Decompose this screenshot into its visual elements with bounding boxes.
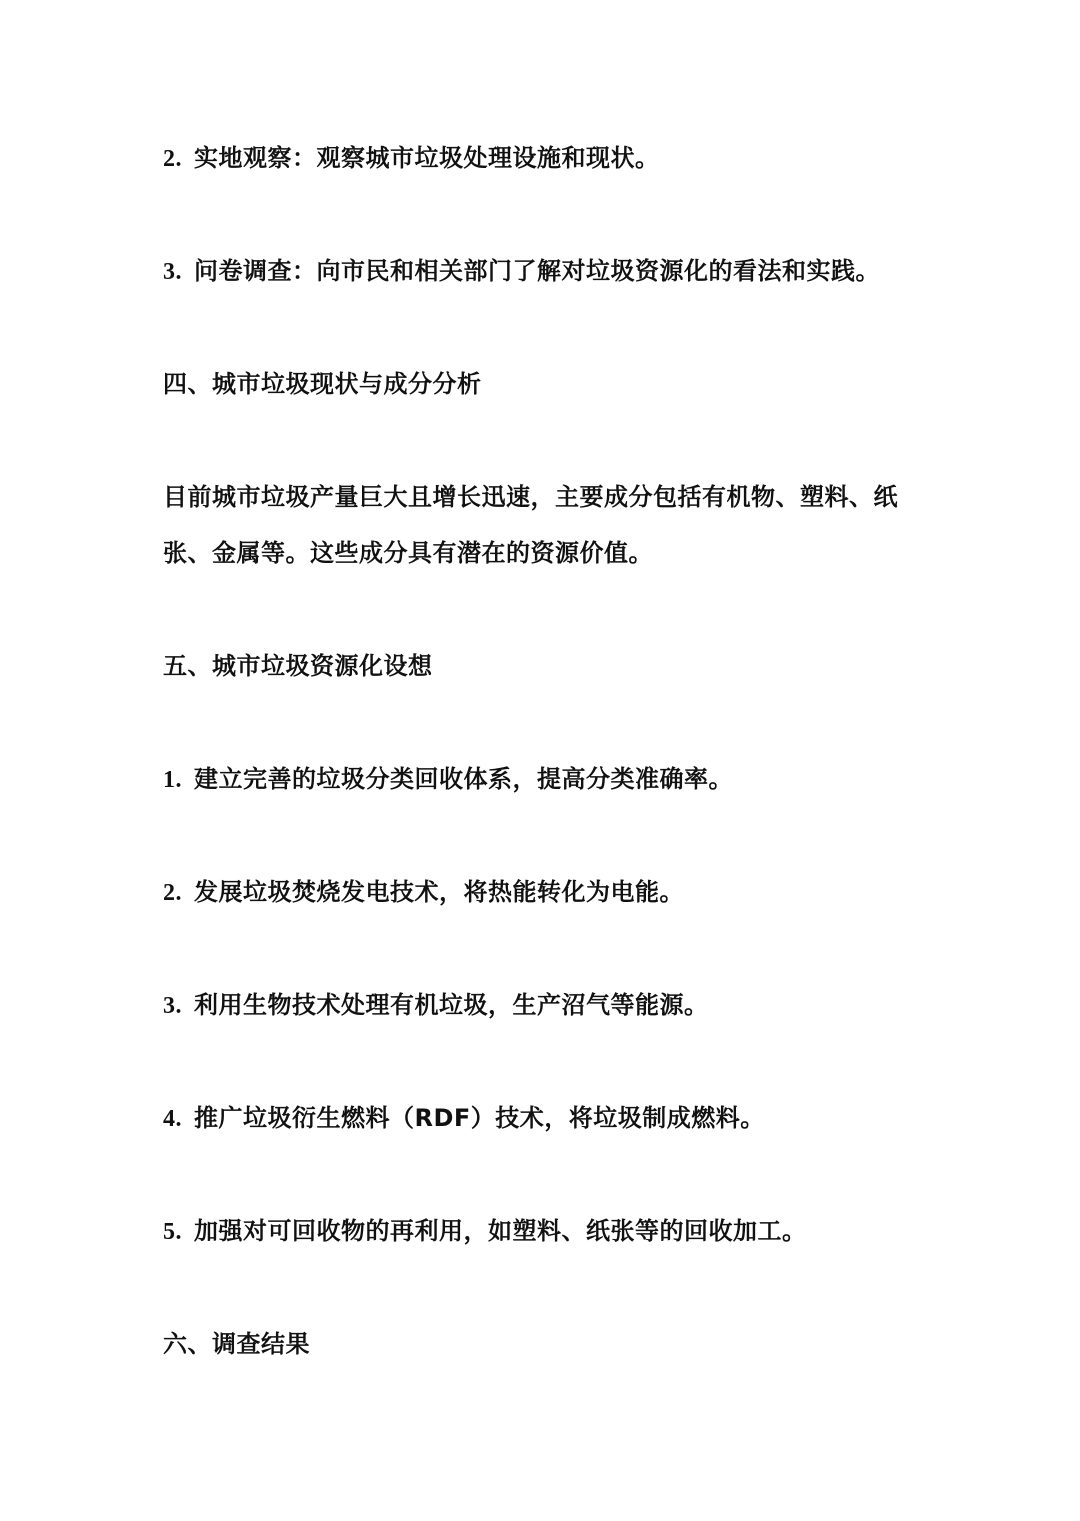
- list-item-number: 1.: [163, 767, 182, 793]
- list-item-text: 问卷调查：向市民和相关部门了解对垃圾资源化的看法和实践。: [194, 257, 880, 285]
- list-item-number: 2.: [163, 146, 182, 172]
- list-item: [163, 255, 880, 288]
- list-item: [163, 1102, 765, 1135]
- paragraph-line: 目前城市垃圾产量巨大且增长迅速，主要成分包括有机物、塑料、纸: [163, 483, 898, 511]
- section-heading: 四、城市垃圾现状与成分分析: [163, 370, 482, 398]
- list-item-text: 利用生物技术处理有机垃圾，生产沼气等能源。: [194, 991, 709, 1019]
- list-item-number: 3.: [163, 993, 182, 1019]
- list-item-text: 发展垃圾焚烧发电技术，将热能转化为电能。: [194, 878, 684, 906]
- list-item: [163, 876, 684, 909]
- list-item: [163, 1215, 807, 1248]
- paragraph-line: 张、金属等。这些成分具有潜在的资源价值。: [163, 539, 653, 567]
- list-item-text: 建立完善的垃圾分类回收体系，提高分类准确率。: [194, 765, 733, 793]
- list-item: [163, 142, 660, 175]
- list-item-number: 3.: [163, 259, 182, 285]
- list-item: [163, 763, 733, 796]
- list-item-text: 推广垃圾衍生燃料（RDF）技术，将垃圾制成燃料。: [194, 1104, 765, 1132]
- list-item-text: 加强对可回收物的再利用，如塑料、纸张等的回收加工。: [194, 1217, 807, 1245]
- list-item-number: 2.: [163, 880, 182, 906]
- list-item-number: 4.: [163, 1106, 182, 1132]
- list-item-text: 实地观察：观察城市垃圾处理设施和现状。: [194, 144, 660, 172]
- list-item-number: 5.: [163, 1219, 182, 1245]
- section-heading: 五、城市垃圾资源化设想: [163, 652, 433, 680]
- section-heading: 六、调查结果: [163, 1330, 310, 1358]
- list-item: [163, 989, 709, 1022]
